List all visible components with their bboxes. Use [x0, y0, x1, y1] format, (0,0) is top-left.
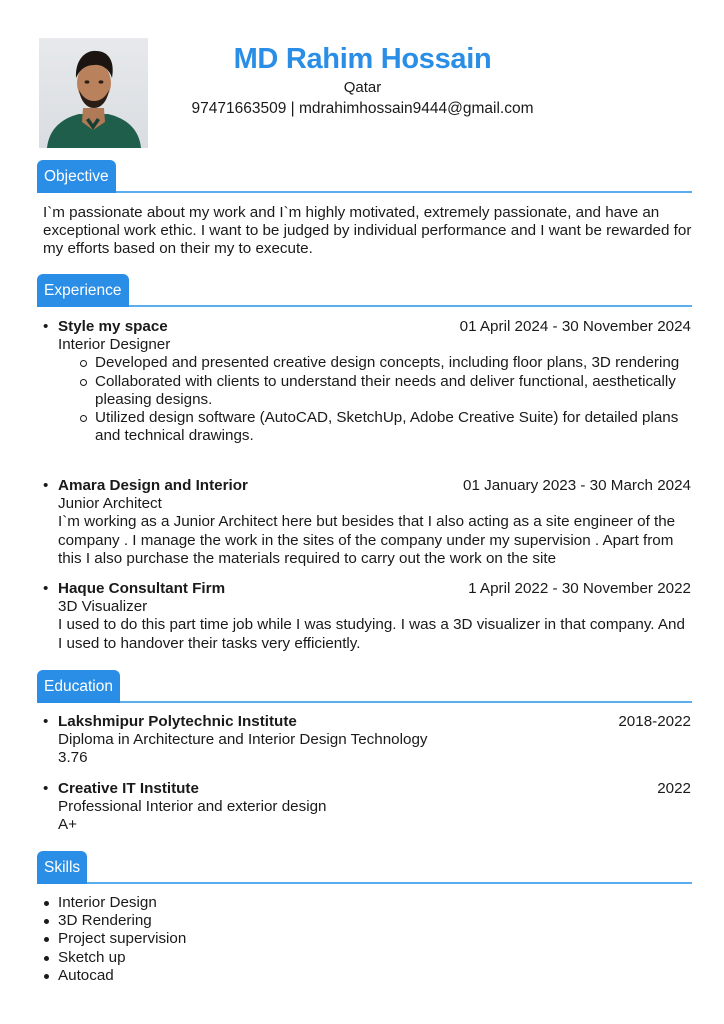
- job-description: I used to do this part time job while I was studying. I was a 3D visualizer in that company. And I used to handover their tasks very efficiently.: [58, 616, 685, 652]
- experience-entry: [43, 477, 691, 568]
- bullet-icon: •: [43, 780, 49, 797]
- education-years: 2022: [657, 780, 691, 797]
- education-program: Professional Interior and exterior design: [58, 798, 327, 816]
- person-portrait-image: [39, 38, 148, 148]
- company-name: Amara Design and Interior: [58, 477, 248, 494]
- job-description: I`m working as a Junior Architect here but besides that I also acting as a site engineer of the company . I manage the work in the sites of the company under my supervision . Apart from this I also purchase the materials required to carry out the work on the site: [58, 513, 676, 567]
- experience-section-header: [37, 271, 692, 307]
- education-entry: [43, 713, 691, 768]
- skill-item: Interior Design: [43, 894, 186, 912]
- education-program: Diploma in Architecture and Interior Design Technology: [58, 731, 428, 749]
- education-section-header: [37, 667, 692, 703]
- candidate-name: MD Rahim Hossain: [233, 43, 492, 75]
- education-result: 3.76: [58, 749, 88, 767]
- objective-text: I`m passionate about my work and I`m highly motivated, extremely passionate, and have an exceptional work ethic. I want to be judged by individual performance and I want be rewarded for my efforts based on their my to execute.: [43, 204, 692, 258]
- job-role: Interior Designer: [58, 336, 171, 354]
- job-dates: 01 January 2023 - 30 March 2024: [463, 477, 691, 494]
- objective-section-header: [37, 157, 692, 193]
- objective-block: [43, 204, 693, 259]
- education-result: A+: [58, 816, 77, 834]
- experience-entry: [43, 318, 691, 445]
- job-role: 3D Visualizer: [58, 598, 148, 616]
- objective-tab: Objective: [37, 160, 116, 193]
- company-name: Style my space: [58, 318, 168, 335]
- skills-list: [43, 894, 186, 985]
- skill-item: Project supervision: [43, 930, 186, 948]
- institute-name: Creative IT Institute: [58, 780, 199, 797]
- experience-tab: Experience: [37, 274, 129, 307]
- institute-name: Lakshmipur Polytechnic Institute: [58, 713, 297, 730]
- company-name: Haque Consultant Firm: [58, 580, 226, 597]
- contact-line: 97471663509 | mdrahimhossain9444@gmail.com: [191, 100, 534, 117]
- profile-photo: [39, 38, 148, 148]
- skills-tab: Skills: [37, 851, 87, 884]
- skill-item: 3D Rendering: [43, 912, 186, 930]
- bullet-icon: •: [43, 713, 49, 730]
- candidate-location: Qatar: [343, 79, 382, 96]
- skill-item: Autocad: [43, 967, 186, 985]
- bullet-icon: •: [43, 318, 49, 335]
- job-point: Utilized design software (AutoCAD, SketchUp, Adobe Creative Suite) for detailed plans and technical drawings.: [78, 409, 691, 445]
- job-point: Developed and presented creative design concepts, including floor plans, 3D rendering: [78, 354, 691, 372]
- education-tab: Education: [37, 670, 120, 703]
- bullet-icon: •: [43, 477, 49, 494]
- job-point: Collaborated with clients to understand their needs and deliver functional, aesthetically pleasing designs.: [78, 373, 691, 409]
- resume-header: [160, 40, 565, 119]
- education-entry: [43, 780, 691, 835]
- job-dates: 1 April 2022 - 30 November 2022: [468, 580, 691, 597]
- skills-section-header: [37, 848, 692, 884]
- bullet-icon: •: [43, 580, 49, 597]
- job-dates: 01 April 2024 - 30 November 2024: [459, 318, 691, 335]
- skill-item: Sketch up: [43, 949, 186, 967]
- job-role: Junior Architect: [58, 495, 162, 513]
- experience-entry: [43, 580, 691, 653]
- job-points: [58, 354, 691, 445]
- education-years: 2018-2022: [618, 713, 691, 730]
